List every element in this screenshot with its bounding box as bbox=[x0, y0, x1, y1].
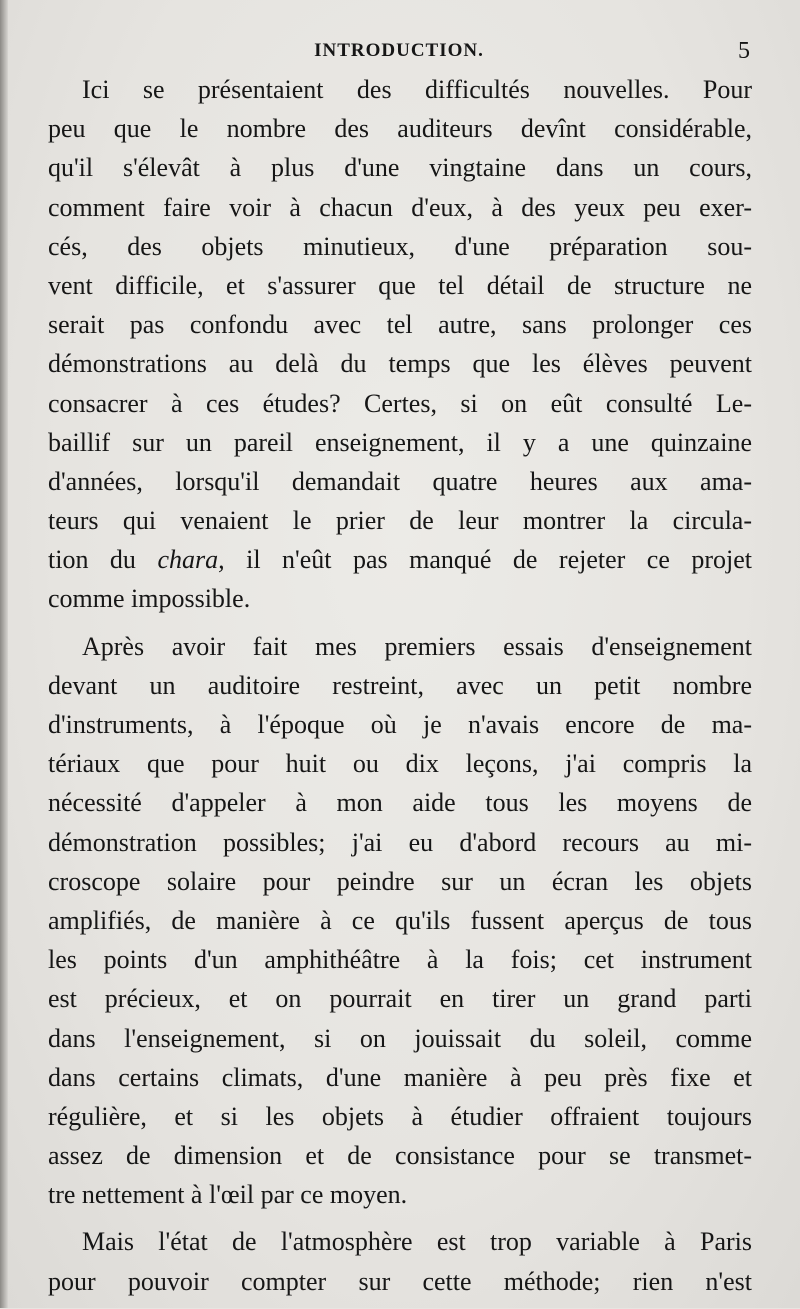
text-line: comme impossible. bbox=[48, 584, 251, 614]
text-line: d'années, lorsqu'il demandait quatre heures aux ama- bbox=[48, 466, 752, 496]
text-line: cés, des objets minutieux, d'une préparation sou- bbox=[48, 231, 752, 261]
text-line-with-italic bbox=[48, 540, 752, 579]
paragraph-2 bbox=[48, 627, 752, 1215]
text-line: tre nettement à l'œil par ce moyen. bbox=[48, 1180, 408, 1210]
text-line: dans l'enseignement, si on jouissait du soleil, comme bbox=[48, 1023, 752, 1053]
text-line: serait pas confondu avec tel autre, sans prolonger ces bbox=[48, 310, 752, 340]
text-line: amplifiés, de manière à ce qu'ils fussent aperçus de tous bbox=[48, 905, 752, 935]
text-segment: tion du bbox=[48, 545, 136, 575]
text-line: nécessité d'appeler à mon aide tous les moyens de bbox=[48, 788, 752, 818]
text-line: assez de dimension et de consistance pour se transmet- bbox=[48, 1141, 752, 1171]
text-line: devant un auditoire restreint, avec un petit nombre bbox=[48, 670, 752, 700]
paragraph-1 bbox=[48, 70, 752, 619]
text-line: croscope solaire pour peindre sur un écran les objets bbox=[48, 866, 752, 896]
page-edge-shadow bbox=[0, 0, 8, 1308]
text-line: consacrer à ces études? Certes, si on eût consulté Le- bbox=[48, 388, 752, 418]
text-line: Ici se présentaient des difficultés nouvelles. Pour bbox=[82, 75, 752, 104]
text-line: vent difficile, et s'assurer que tel détail de structure ne bbox=[48, 270, 752, 300]
body-text bbox=[48, 70, 752, 1309]
paragraph-3 bbox=[48, 1222, 752, 1300]
running-head: INTRODUCTION. bbox=[314, 40, 484, 61]
page-header bbox=[48, 40, 750, 68]
text-line: est précieux, et on pourrait en tirer un grand parti bbox=[48, 984, 752, 1014]
text-line: peu que le nombre des auditeurs devînt considérable, bbox=[48, 114, 752, 144]
text-line: comment faire voir à chacun d'eux, à des yeux peu exer- bbox=[48, 192, 752, 222]
text-line: démonstrations au delà du temps que les élèves peuvent bbox=[48, 349, 752, 379]
text-line: teurs qui venaient le prier de leur montrer la circula- bbox=[48, 506, 752, 536]
text-line: Après avoir fait mes premiers essais d'enseignement bbox=[82, 631, 752, 661]
text-line: régulière, et si les objets à étudier offraient toujours bbox=[48, 1101, 752, 1131]
text-line: qu'il s'élevât à plus d'une vingtaine dans un cours, bbox=[48, 153, 752, 183]
text-segment: il n'eût pas manqué de rejeter ce projet bbox=[246, 545, 753, 575]
page-number: 5 bbox=[738, 38, 750, 64]
text-line: dans certains climats, d'une manière à peu près fixe et bbox=[48, 1062, 752, 1092]
text-line: tériaux que pour huit ou dix leçons, j'ai compris la bbox=[48, 749, 752, 779]
text-line: baillif sur un pareil enseignement, il y a une quinzaine bbox=[48, 427, 752, 457]
italic-term: chara, bbox=[157, 545, 225, 575]
text-line: pour pouvoir compter sur cette méthode; rien n'est bbox=[48, 1266, 752, 1296]
text-line: les points d'un amphithéâtre à la fois; cet instrument bbox=[48, 945, 752, 975]
text-line: Mais l'état de l'atmosphère est trop variable à Paris bbox=[82, 1227, 752, 1257]
text-line: d'instruments, à l'époque où je n'avais encore de ma- bbox=[48, 710, 752, 739]
text-line: démonstration possibles; j'ai eu d'abord recours au mi- bbox=[48, 827, 752, 857]
